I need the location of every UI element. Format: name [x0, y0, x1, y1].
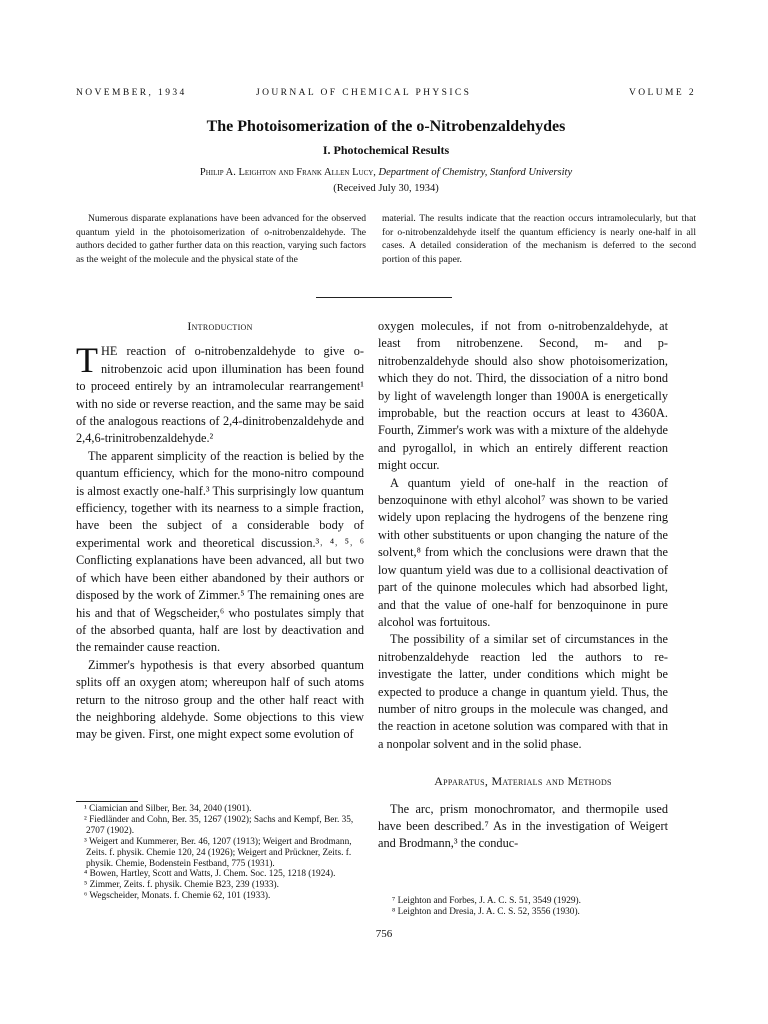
footnote-rule	[76, 801, 138, 802]
paper-subtitle: I. Photochemical Results	[322, 143, 450, 157]
footnotes-left	[76, 804, 364, 902]
footnotes-right	[378, 896, 668, 918]
running-head-date: NOVEMBER, 1934	[76, 88, 187, 98]
running-head-volume: VOLUME 2	[629, 88, 696, 98]
paragraph-3: Zimmer's hypothesis is that every absorbed quantum splits off an oxygen atom; whereupon half of such atoms return to the nitroso group and the other half react with the neighboring aldehyde. Some objections to this view may be given. First, one might expect some evolution of	[76, 657, 364, 742]
paragraph-5: The possibility of a similar set of circumstances in the nitrobenzaldehyde reaction led the authors to re-investigate the latter, under conditions which might be expected to produce a change in quantum yield. Thus, the number of nitro groups in the molecule was changed, and the reaction in acetone solution was compared with that in a nonpolar solvent and in the solid phase.	[378, 632, 668, 751]
running-head-journal: JOURNAL OF CHEMICAL PHYSICS	[256, 88, 472, 98]
footnote: ⁵ Zimmer, Zeits. f. physik. Chemie B23, 239 (1933).	[84, 880, 279, 891]
abstract-left: Numerous disparate explanations have been advanced for the observed quantum yield in the photoisomerization of o-nitrobenzaldehyde. The authors decided to gather further data on this reaction, varying such factors as the weight of the molecule and the physical state of the	[76, 213, 366, 266]
footnote: ⁷ Leighton and Forbes, J. A. C. S. 51, 3549 (1929).	[392, 896, 581, 906]
body-column-left	[76, 318, 364, 744]
footnote: ¹ Ciamician and Silber, Ber. 34, 2040 (1901).	[84, 804, 252, 814]
footnote: ⁴ Bowen, Hartley, Scott and Watts, J. Chem. Soc. 125, 1218 (1924).	[84, 869, 336, 880]
paragraph-2: The apparent simplicity of the reaction is belied by the quantum efficiency, which for the mono-nitro compound is almost exactly one-half.³ This surprisingly low quantum efficiency, together with its nearness to a simple fraction, have been the subject of a considerable body of experimental work and theoretical discussion.³˒ ⁴˒ ⁵˒ ⁶ Conflicting explanations have been advanced, all but two of which have been either abandoned by their authors or disposed by the work of Zimmer.⁵ The remaining ones are his and that of Wegscheider,⁶ who postulates simply that of the absorbed quanta, half are lost by deactivation and the remainder cause reaction.	[76, 448, 364, 655]
paper-title: The Photoisomerization of the o-Nitrobenzaldehydes	[206, 118, 566, 135]
footnote: ⁶ Wegscheider, Monats. f. Chemie 62, 101 (1933).	[84, 891, 271, 902]
introduction-heading: Introduction	[187, 319, 253, 333]
page-number: 756	[375, 928, 393, 940]
running-head	[76, 88, 696, 102]
paragraph-1: THE reaction of o-nitrobenzaldehyde to give o-nitrobenzoic acid upon illumination has been found to proceed entirely by an intramolecular rearrangement¹ with no side or reverse reaction, and the same may be said of the analogous reactions of 2,4-dinitrobenzaldehyde and 2,4,6-trinitrobenzaldehyde.²	[76, 340, 364, 446]
footnote: ³ Weigert and Kummerer, Ber. 46, 1207 (1913); Weigert and Brodmann, Zeits. f. physik. Chemie 120, 24 (1926); Weigert and Prückner, Zeits. f. physik. Chemie, Bodenstein Festband, 775 (1931).	[84, 836, 352, 869]
abstract-right: material. The results indicate that the reaction occurs intramolecularly, but that for o-nitrobenzaldehyde itself the quantum efficiency is nearly one-half in all cases. A detailed consideration of the mechanism is deferred to the second portion of this paper.	[382, 213, 696, 266]
paragraph-3-continued: oxygen molecules, if not from o-nitrobenzaldehyde, at least from nitrobenzene. Second, m- and p-nitrobenzaldehyde should also show photoisomerization, which they do not. Third, the dissociation of a nitro bond by light of wavelength longer than 1900A is energetically improbable, but the reaction occurs at least to 4360A. Fourth, Zimmer's work was with a mixture of the aldehyde and pyrogallol, in which an entirely different reaction might occur.	[378, 319, 668, 473]
authors: Philip A. Leighton and Frank Allen Lucy,	[199, 167, 376, 178]
body-column-right	[378, 318, 668, 853]
affiliation: Department of Chemistry, Stanford University	[378, 167, 573, 178]
footnote: ⁸ Leighton and Dresia, J. A. C. S. 52, 3556 (1930).	[392, 906, 580, 917]
drop-cap: T	[76, 340, 98, 381]
received-date: (Received July 30, 1934)	[333, 183, 439, 194]
apparatus-heading: Apparatus, Materials and Methods	[434, 774, 612, 789]
section-divider	[316, 297, 452, 298]
footnote: ² Fiedländer and Cohn, Ber. 35, 1267 (1902); Sachs and Kempf, Ber. 35, 2707 (1902).	[84, 814, 354, 836]
author-line	[76, 167, 696, 178]
paragraph-6: The arc, prism monochromator, and thermopile used have been described.⁷ As in the investigation of Weigert and Brodmann,³ the conduc-	[378, 801, 668, 851]
paragraph-4: A quantum yield of one-half in the reaction of benzoquinone with ethyl alcohol⁷ was shown to be varied widely upon replacing the hydrogens of the benzene ring with other substituents or upon changing the nature of the solvent,⁸ from which the conclusions were drawn that the low quantum yield was due to a collisional deactivation of part of the quinone molecules which had absorbed light, and that the value of one-half for benzoquinone in pure alcohol was fortuitous.	[378, 475, 668, 629]
